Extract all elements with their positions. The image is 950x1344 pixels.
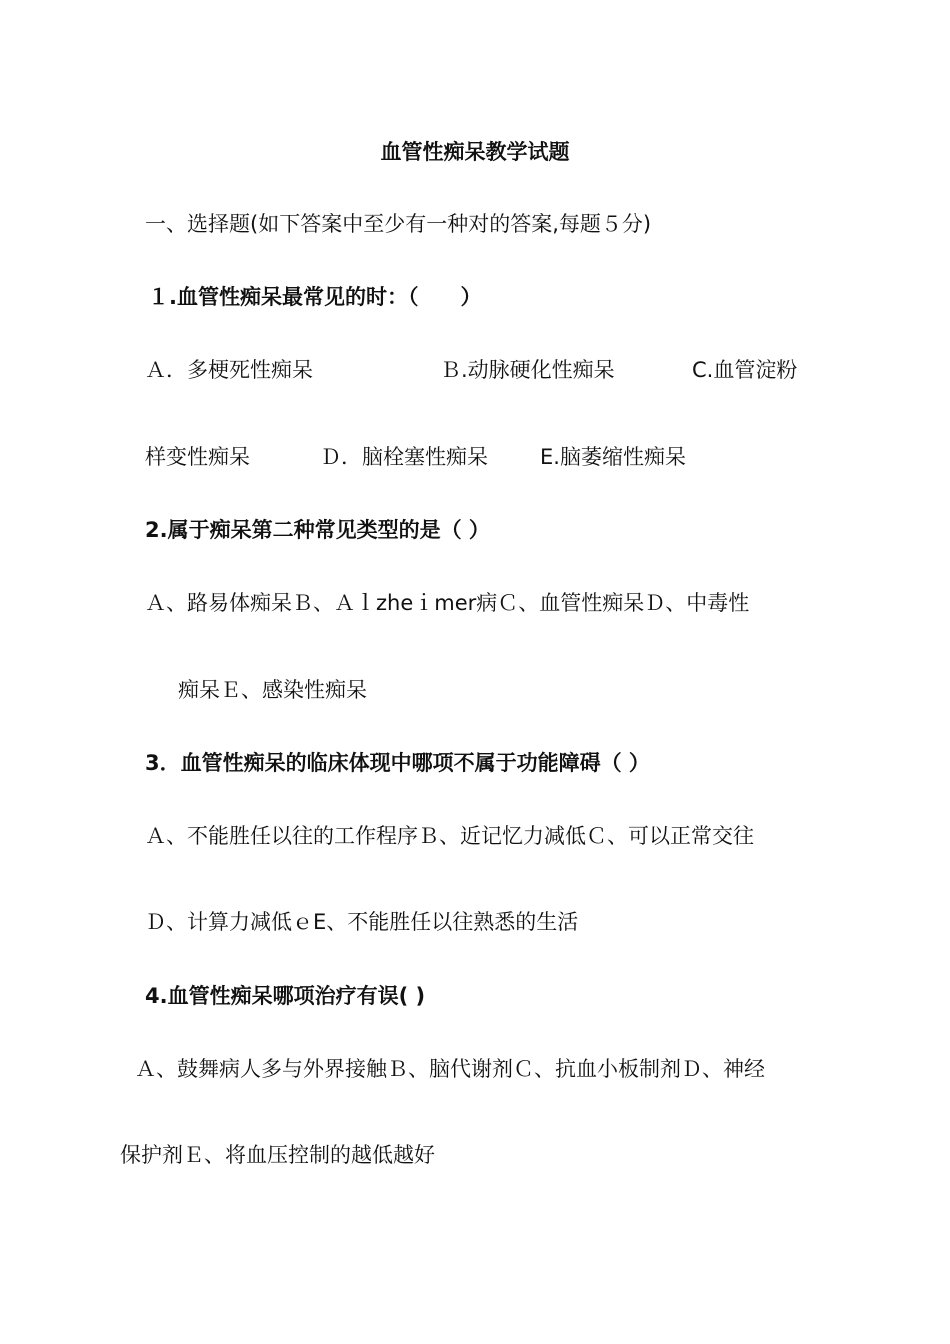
question-1-option-c-cont: 样变性痴呆 [145,445,250,469]
question-1-option-a: Ａ．多梗死性痴呆 [145,358,313,382]
question-1-option-d: Ｄ．脑栓塞性痴呆 [320,445,488,469]
question-1-option-b: Ｂ.动脉硬化性痴呆 [440,358,615,382]
question-4-options-line-2: 保护剂Ｅ、将血压控制的越低越好 [120,1143,435,1167]
question-3-options-line-2: Ｄ、计算力减低ｅE、不能胜任以往熟悉的生活 [145,910,579,934]
question-2-stem: 2.属于痴呆第二种常见类型的是（ ） [145,518,490,542]
page-title: 血管性痴呆教学试题 [380,140,570,164]
question-2-options-line-1: Ａ、路易体痴呆Ｂ、Ａｌzheｉmer病Ｃ、血管性痴呆Ｄ、中毒性 [145,591,750,615]
question-1-stem: １.血管性痴呆最常见的时：（ ） [148,285,482,309]
question-3-stem: 3．血管性痴呆的临床体现中哪项不属于功能障碍（ ） [145,751,650,775]
section-heading: 一、选择题(如下答案中至少有一种对的答案,每题５分) [145,212,652,236]
question-1-option-c: C.血管淀粉 [692,358,798,382]
question-2-options-line-2: 痴呆Ｅ、感染性痴呆 [178,678,367,702]
question-4-stem: 4.血管性痴呆哪项治疗有误( ) [145,984,426,1008]
question-1-option-e: E.脑萎缩性痴呆 [540,445,686,469]
question-4-options-line-1: Ａ、鼓舞病人多与外界接触Ｂ、脑代谢剂Ｃ、抗血小板制剂Ｄ、神经 [135,1057,765,1081]
question-3-options-line-1: Ａ、不能胜任以往的工作程序Ｂ、近记忆力减低Ｃ、可以正常交往 [145,824,754,848]
